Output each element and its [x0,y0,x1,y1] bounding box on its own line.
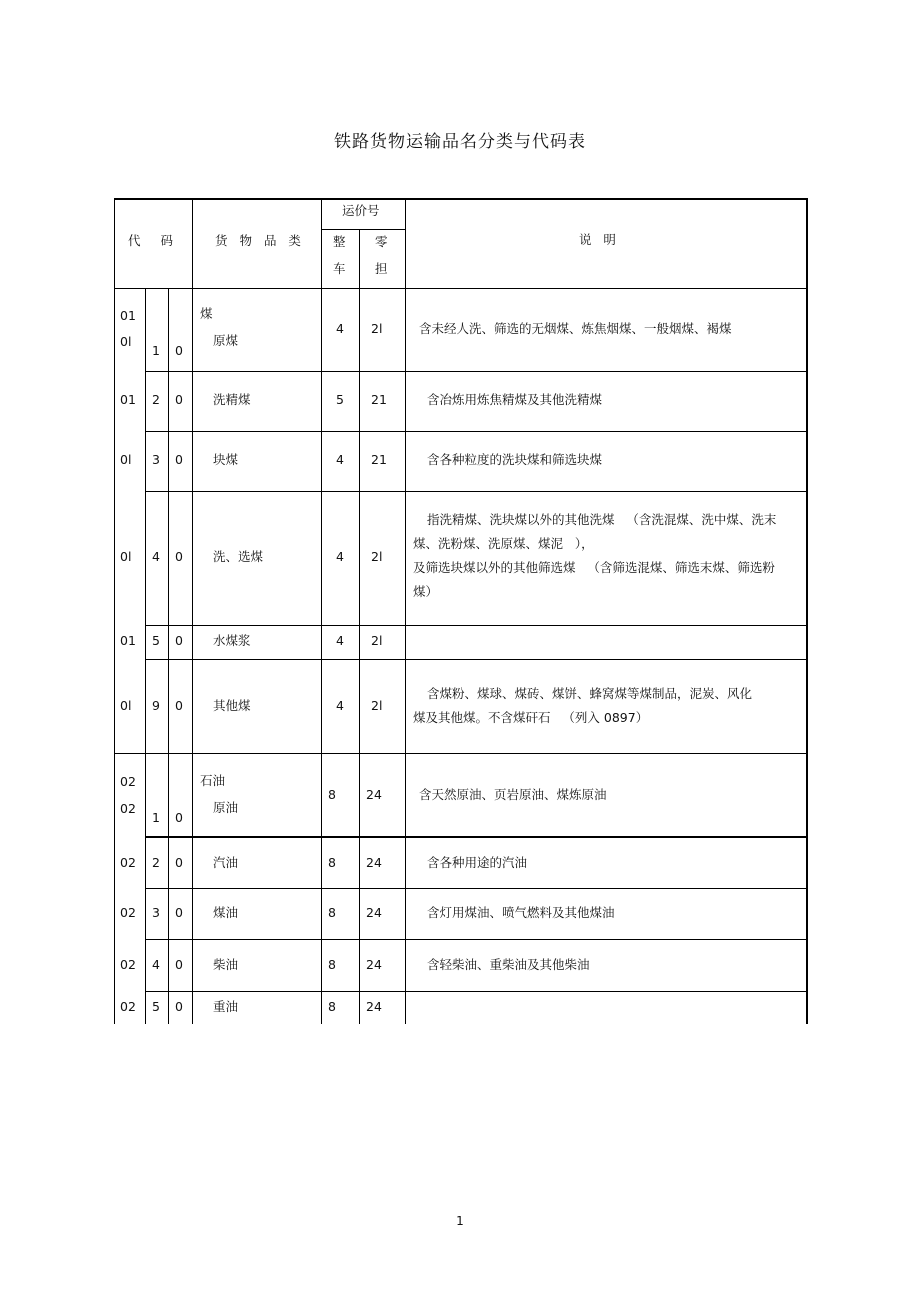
row-full: 8 [328,905,336,920]
row-description [427,901,615,925]
row-code-a: 01 [120,308,136,323]
description-line: 含各种粒度的洗块煤和筛选块煤 [427,452,603,467]
row-name: 原煤 [213,333,239,348]
rule-top [114,198,807,200]
rule-code-b [168,288,169,1024]
row-name: 洗精煤 [213,392,251,407]
row-name: 洗、选煤 [213,549,264,564]
row-full: 5 [336,392,344,407]
row-lcl: 24 [366,905,382,920]
row-code-a: 0l [120,334,132,349]
row-code-b: 5 [152,999,160,1014]
row-code-c: 0 [175,343,183,358]
row-code-c: 0 [175,698,183,713]
rule-row [145,939,807,940]
rule-row [145,888,807,889]
row-code-a: 01 [120,633,136,648]
row-code-b: 3 [152,452,160,467]
description-line: 指洗精煤、洗块煤以外的其他洗煤 （含洗混煤、洗中煤、洗末 [427,512,777,527]
row-code-a: 0l [120,549,132,564]
header-description: 说 明 [579,232,616,247]
row-full: 4 [336,452,344,467]
description-line: 含天然原油、页岩原油、煤炼原油 [419,787,607,802]
row-code-b: 4 [152,957,160,972]
row-code-c: 0 [175,633,183,648]
row-name: 柴油 [213,957,239,972]
row-description [427,388,602,412]
row-description [427,953,590,977]
rule-category [321,198,322,1024]
row-code-b: 2 [152,392,160,407]
header-category: 货 物 品 类 [215,233,305,248]
header-lcl-2: 担 [375,261,388,276]
rule-sub-header [321,229,405,230]
row-code-b: 4 [152,549,160,564]
page-title: 铁路货物运输品名分类与代码表 [334,132,586,152]
row-full: 4 [336,321,344,336]
row-code-a: 02 [120,774,136,789]
row-code-b: 1 [152,810,160,825]
row-lcl: 24 [366,855,382,870]
row-name: 原油 [213,800,239,815]
row-lcl: 2l [371,549,383,564]
rule-right [806,198,808,1024]
row-code-b: 2 [152,855,160,870]
row-full: 8 [328,957,336,972]
description-line: 含冶炼用炼焦精煤及其他洗精煤 [427,392,603,407]
description-line: 含灯用煤油、喷气燃料及其他煤油 [427,905,615,920]
row-code-a: 02 [120,999,136,1014]
row-lcl: 2l [371,321,383,336]
row-code-c: 0 [175,855,183,870]
row-lcl: 2l [371,633,383,648]
description-line: 含各种用途的汽油 [427,855,528,870]
row-name: 煤油 [213,905,239,920]
rule-header-bottom [114,288,807,289]
row-lcl: 24 [366,787,382,802]
row-code-b: 3 [152,905,160,920]
row-description [413,508,776,604]
row-code-a: 02 [120,801,136,816]
row-name: 汽油 [213,855,239,870]
rule-code-c [192,198,193,1024]
row-code-c: 0 [175,905,183,920]
row-full: 8 [328,787,336,802]
rule-row [145,371,807,372]
rule-group [114,753,807,754]
group-name: 煤 [200,306,213,321]
description-line: 含未经人洗、筛选的无烟煤、炼焦烟煤、一般烟煤、褐煤 [419,321,732,336]
rule-left [114,198,115,1024]
row-name: 重油 [213,999,239,1014]
description-line: 煤及其他煤。不含煤矸石 （列入 0897） [413,710,649,725]
row-description [419,783,607,807]
row-lcl: 21 [371,452,387,467]
row-description [413,682,752,730]
row-code-a: 01 [120,392,136,407]
row-code-a: 02 [120,905,136,920]
group-name: 石油 [200,773,226,788]
row-name: 水煤浆 [213,633,251,648]
row-full: 4 [336,549,344,564]
row-code-c: 0 [175,452,183,467]
row-code-c: 0 [175,392,183,407]
row-code-c: 0 [175,999,183,1014]
header-full-car-2: 车 [333,261,346,276]
row-full: 8 [328,999,336,1014]
row-code-c: 0 [175,957,183,972]
description-line: 含煤粉、煤球、煤砖、煤饼、蜂窝煤等煤制品，泥炭、风化 [427,686,753,701]
row-full: 8 [328,855,336,870]
rule-row [145,431,807,432]
row-description [427,448,602,472]
row-name: 块煤 [213,452,239,467]
row-description [427,851,527,875]
row-code-b: 5 [152,633,160,648]
header-full-car-1: 整 [333,234,346,249]
row-name: 其他煤 [213,698,251,713]
row-lcl: 24 [366,999,382,1014]
rule-full [359,229,360,1024]
rule-row [145,625,807,626]
rule-lcl [405,198,406,1024]
row-code-a: 0l [120,698,132,713]
description-line: 煤、洗粉煤、洗原煤、煤泥 ）， [413,536,594,551]
row-code-a: 02 [120,957,136,972]
row-code-b: 9 [152,698,160,713]
row-code-a: 02 [120,855,136,870]
row-code-a: 0l [120,452,132,467]
row-description [419,317,732,341]
row-lcl: 2l [371,698,383,713]
row-code-c: 0 [175,810,183,825]
row-lcl: 21 [371,392,387,407]
header-code: 代 码 [128,233,177,248]
row-code-b: 1 [152,343,160,358]
description-line: 及筛选块煤以外的其他筛选煤 （含筛选混煤、筛选末煤、筛选粉 [413,560,775,575]
header-lcl-1: 零 [375,234,388,249]
row-full: 4 [336,633,344,648]
rule-code-a [145,288,146,1024]
row-code-c: 0 [175,549,183,564]
row-lcl: 24 [366,957,382,972]
commodity-code-table [114,198,807,1024]
rule-row-thick [145,836,807,838]
rule-row [145,491,807,492]
description-line: 含轻柴油、重柴油及其他柴油 [427,957,590,972]
rule-row [145,659,807,660]
page-number: 1 [456,1214,464,1228]
row-full: 4 [336,698,344,713]
rule-row [145,991,807,992]
header-freight-no: 运价号 [342,203,380,218]
description-line: 煤） [413,584,439,599]
